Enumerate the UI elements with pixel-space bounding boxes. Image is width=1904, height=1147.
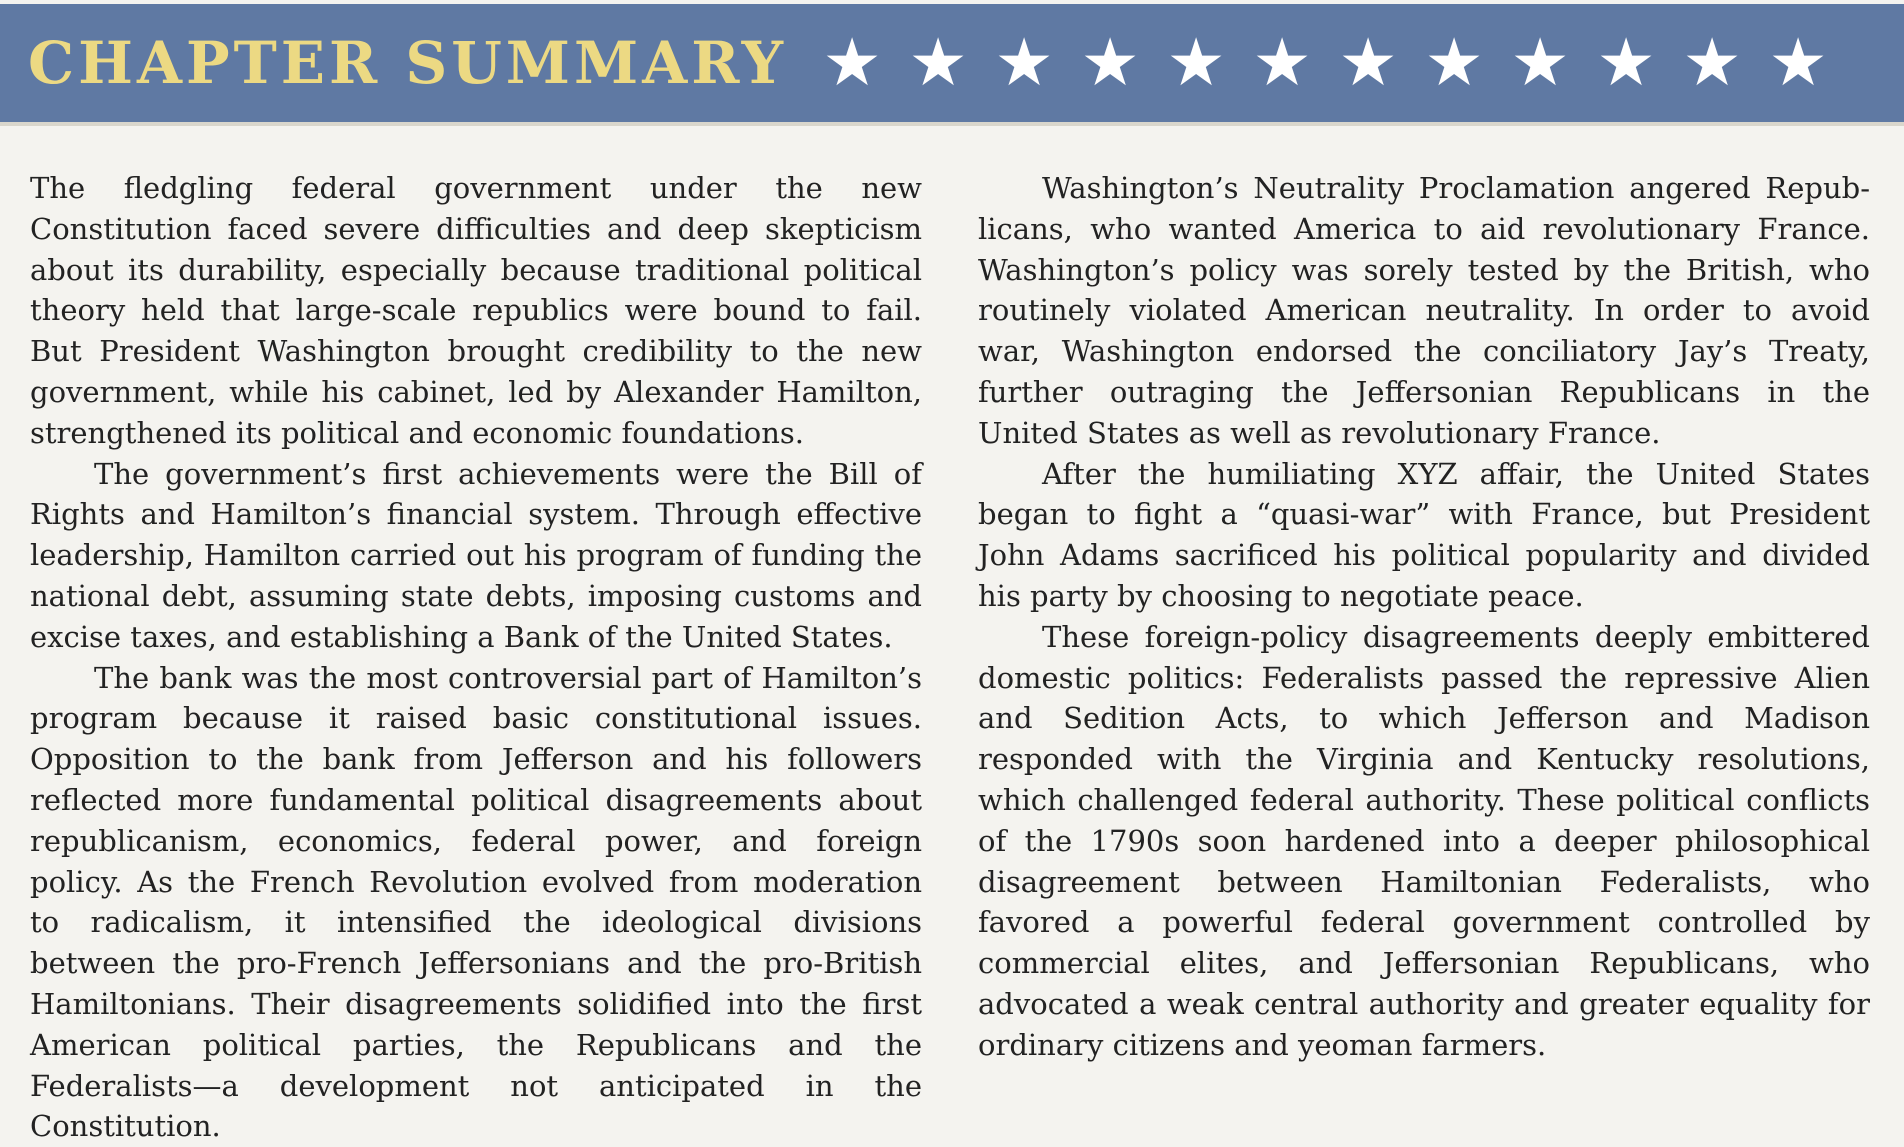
star-icon: ★ [908,24,968,101]
star-icon: ★ [1768,24,1828,101]
banner-divider [0,122,1904,126]
chapter-summary-banner [0,4,1904,122]
summary-body [30,168,1870,1147]
star-icon: ★ [1682,24,1742,101]
star-icon: ★ [1252,24,1312,101]
star-icon: ★ [1338,24,1398,101]
star-row [809,24,1841,101]
summary-paragraph: These foreign-policy disagreements deeply embittered domestic politics: Federalists passed the repressive Alien and Sedition Acts, to which Jefferson and Madison responded with the Virginia and Kentucky resolutions, which challenged federal authority. These political conflicts of the 1790s soon hardened into a deeper philosophical disagreement between Hamiltonian Federalists, who favored a powerful federal government controlled by commercial elites, and Jeffersonian Republicans, who advocated a weak central authority and greater equality for ordinary citizens and yeoman farmers. [978,619,1870,1062]
left-column [30,168,922,1147]
star-icon: ★ [994,24,1054,101]
star-icon: ★ [1424,24,1484,101]
star-icon: ★ [1080,24,1140,101]
star-icon: ★ [1596,24,1656,101]
star-icon: ★ [1166,24,1226,101]
chapter-summary-title: CHAPTER SUMMARY [28,29,788,97]
right-column [978,168,1870,1147]
star-icon: ★ [822,24,882,101]
summary-paragraph: Washington’s Neutrality Proclamation angered Republicans, who wanted America to aid revolutionary France. Washington’s policy was sorely tested by the British, who routinely violated American neutrality. In order to avoid war, Washington endorsed the conciliatory Jay’s Treaty, further outraging the Jeffersonian Republicans in the United States as well as revolutionary France. [978,171,1870,450]
summary-paragraph: The bank was the most controversial part of Hamilton’s program because it raised basic constitutional issues. Opposition to the bank from Jefferson and his followers reflected more fundamental political disagreements about republicanism, economics, federal power, and foreign policy. As the French Revolution evolved from moderation to radicalism, it intensified the ideological divisions between the pro-French Jeffersonians and the pro-British Hamiltonians. Their disagreements solidified into the first American political parties, the Republicans and the Federalists—a development not anticipated in the Constitution. [30,660,922,1144]
summary-paragraph: The fledgling federal government under the new Constitution faced severe difficulties and deep skepticism about its durability, especially because traditional political theory held that large-scale republics were bound to fail. But President Washington brought credibility to the new government, while his cabinet, led by Alexander Hamilton, strengthened its political and economic foundations. [30,171,922,450]
summary-paragraph: The government’s first achievements were the Bill of Rights and Hamilton’s financial system. Through effective leadership, Hamilton carried out his program of funding the national debt, assuming state debts, imposing customs and excise taxes, and establishing a Bank of the United States. [30,456,922,654]
star-icon: ★ [1510,24,1570,101]
summary-paragraph: After the humiliating XYZ affair, the United States began to fight a “quasi-war” with France, but President John Adams sacrificed his political popularity and divided his party by choosing to negotiate peace. [978,456,1870,613]
